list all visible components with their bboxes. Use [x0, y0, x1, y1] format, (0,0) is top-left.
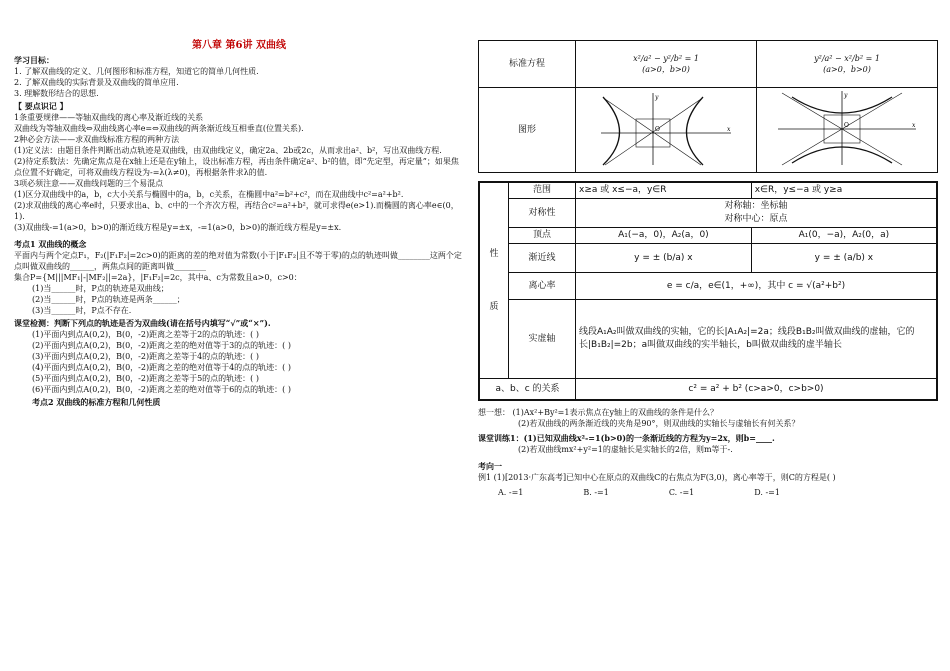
right-column: [478, 40, 938, 498]
range-x: x≥a 或 x≤−a，y∈R: [576, 182, 752, 199]
study-heading: 学习目标：: [14, 55, 54, 65]
svg-text:O: O: [655, 126, 660, 133]
hyperbola-y-figure: [772, 89, 922, 167]
graph-y-hyperbola: [757, 88, 938, 173]
choice-b[interactable]: B. -=1: [583, 488, 609, 497]
kp2-heading: 考点2 双曲线的标准方程和几何性质: [32, 397, 161, 407]
vertex-y: A₁(0，−a)，A₂(0，a): [751, 228, 937, 244]
axes-value: 线段A₁A₂叫做双曲线的实轴，它的长|A₁A₂|=2a；线段B₁B₂叫做双曲线的虚轴，它的长|B₁B₂|=2b；a叫做双曲线的实半轴长，b叫做双曲线的虚半轴长: [576, 300, 938, 379]
kp1-line: (1)当______时，P点的轨迹是双曲线；: [32, 284, 169, 293]
train-line: 课堂训练1：(1)已知双曲线x²-=1(b>0)的一条渐近线的方程为y=2x，则b=____.: [478, 433, 775, 443]
check-heading: 课堂检测：判断下列点的轨迹是否为双曲线(请在括号内填写“√”或“×”).: [14, 318, 271, 328]
check-item: (2)平面内到点A(0,2)，B(0，-2)距离之差的绝对值等于3的点的轨迹：( ): [32, 341, 291, 350]
choice-a[interactable]: A. -=1: [498, 488, 524, 497]
svg-text:O: O: [844, 122, 849, 129]
check-item: (1)平面内到点A(0,2)，B(0，-2)距离之差等于2的点的轨迹：( ): [32, 330, 259, 339]
key-line: 双曲线为等轴双曲线⇔双曲线离心率e=⇔双曲线的两条渐近线互相垂直(位置关系).: [14, 124, 304, 133]
row-label-graph: 图形: [479, 88, 576, 173]
label-range: 范围: [509, 182, 576, 199]
key-line: (3)双曲线-=1(a>0，b>0)的渐近线方程是y=±x，-=1(a>0，b>0)的渐近线方程是y=±x.: [14, 223, 342, 232]
vertex-x: A₁(−a，0)，A₂(a，0): [576, 228, 752, 244]
graph-x-hyperbola: [576, 88, 757, 173]
direction-section: [478, 461, 938, 498]
asymptote-x: y = ± (b/a) x: [576, 244, 752, 273]
kp1-line: 集合P={M|||MF₁|-|MF₂||=2a}，|F₁F₂|=2c，其中a、c为常数且a>0，c>0：: [14, 273, 302, 282]
standard-equation-table: [478, 40, 938, 173]
kp1-line: 平面内与两个定点F₁，F₂(|F₁F₂|=2c>0)的距离的差的绝对值为常数(小于|F₁F₂|且不等于零)的点的轨迹叫做________这两个定点叫做双曲线的______，两焦点间的距离叫做________: [14, 251, 462, 271]
label-eccentricity: 离心率: [509, 273, 576, 300]
study-item: 1. 了解双曲线的定义、几何图形和标准方程，知道它的简单几何性质.: [14, 67, 259, 76]
key-line: (2)求双曲线的离心率e时，只要求出a、b、c中的一个齐次方程，再结合c²=a²+b²，就可求得e(e>1).而椭圆的离心率e∈(0，1).: [14, 201, 459, 221]
example-text: 例1 (1)[2013·广东高考]已知中心在原点的双曲线C的右焦点为F(3,0)，离心率等于，则C的方程是( ): [478, 473, 836, 482]
svg-text:y: y: [844, 92, 848, 99]
choice-row: [478, 487, 938, 498]
check-item: (5)平面内到点A(0,2)，B(0，-2)距离之差等于5的点的轨迹：( ): [32, 374, 259, 383]
label-symmetry: 对称性: [509, 199, 576, 228]
label-abc-relation: a、b、c 的关系: [479, 379, 576, 401]
think-line: 想一想： (1)Ax²+By²=1表示焦点在y轴上的双曲线的条件是什么？: [478, 408, 718, 417]
symmetry-value: 对称轴：坐标轴 对称中心：原点: [576, 199, 938, 228]
key-line: (1)区分双曲线中的a，b，c大小关系与椭圆中的a，b，c关系，在椭圆中a²=b²+c²，而在双曲线中c²=a²+b².: [14, 190, 404, 199]
abc-relation-value: c² = a² + b² (c>a>0，c>b>0): [576, 379, 938, 401]
kp1-line: (2)当______时，P点的轨迹是两条______；: [32, 295, 185, 304]
label-asymptote: 渐近线: [509, 244, 576, 273]
train-section: [478, 433, 938, 455]
page-title: 第八章 第6讲 双曲线: [192, 40, 286, 51]
svg-text:x: x: [727, 126, 731, 133]
svg-text:x: x: [912, 122, 916, 129]
train-line: (2)若双曲线mx²+y²=1的虚轴长是实轴长的2倍，则m等于-.: [518, 445, 733, 454]
hyperbola-x-figure: [591, 89, 741, 167]
check-item: (3)平面内到点A(0,2)，B(0，-2)距离之差等于4的点的轨迹：( ): [32, 352, 259, 361]
key-line: 2种必会方法——求双曲线标准方程的两种方法: [14, 135, 180, 144]
properties-side-label: 性 质: [479, 182, 509, 379]
row-label-equation: 标准方程: [479, 41, 576, 88]
think-section: [478, 407, 938, 429]
key-line: 3项必须注意——双曲线问题的三个易混点: [14, 179, 164, 188]
choice-c[interactable]: C. -=1: [668, 488, 695, 497]
check-item: (6)平面内到点A(0,2)，B(0，-2)距离之差的绝对值等于6的点的轨迹：( ): [32, 385, 291, 394]
study-item: 2. 了解双曲线的实际背景及双曲线的简单应用.: [14, 78, 179, 87]
choice-d[interactable]: D. -=1: [754, 488, 780, 497]
asymptote-y: y = ± (a/b) x: [751, 244, 937, 273]
check-item: (4)平面内到点A(0,2)，B(0，-2)距离之差的绝对值等于4的点的轨迹：( ): [32, 363, 291, 372]
properties-table: [478, 181, 938, 401]
think-line: (2)若双曲线的两条渐近线的夹角是90°，则双曲线的实轴长与虚轴长有何关系？: [518, 419, 800, 428]
key-line: (2)待定系数法：先确定焦点是在x轴上还是在y轴上，设出标准方程，再由条件确定a²、b²的值，即“先定型，再定量”；如果焦点位置不好确定，可将双曲线方程设为-=λ(λ≠0)，再根据条件求λ的值.: [14, 157, 459, 177]
equation-x-axis: x²/a² − y²/b² = 1 (a>0，b>0): [576, 41, 757, 88]
range-y: x∈R，y≤−a 或 y≥a: [751, 182, 937, 199]
eccentricity-value: e = c/a，e∈(1，+∞)，其中 c = √(a²+b²): [576, 273, 938, 300]
kp1-heading: 考点1 双曲线的概念: [14, 239, 87, 249]
svg-text:y: y: [655, 94, 659, 101]
label-vertex: 顶点: [509, 228, 576, 244]
key-heading: 【 要点识记 】: [14, 101, 68, 111]
key-line: (1)定义法：由题目条件判断出动点轨迹是双曲线，由双曲线定义，确定2a、2b或2c，从而求出a²、b²，写出双曲线方程.: [14, 146, 442, 155]
left-column: [14, 40, 464, 408]
label-axes: 实虚轴: [509, 300, 576, 379]
equation-y-axis: y²/a² − x²/b² = 1 (a>0，b>0): [757, 41, 938, 88]
study-item: 3. 理解数形结合的思想.: [14, 89, 99, 98]
key-line: 1条重要规律——等轴双曲线的离心率及渐近线的关系: [14, 113, 204, 122]
kp1-line: (3)当______时，P点不存在.: [32, 306, 132, 315]
direction-heading: 考向一: [478, 461, 502, 471]
